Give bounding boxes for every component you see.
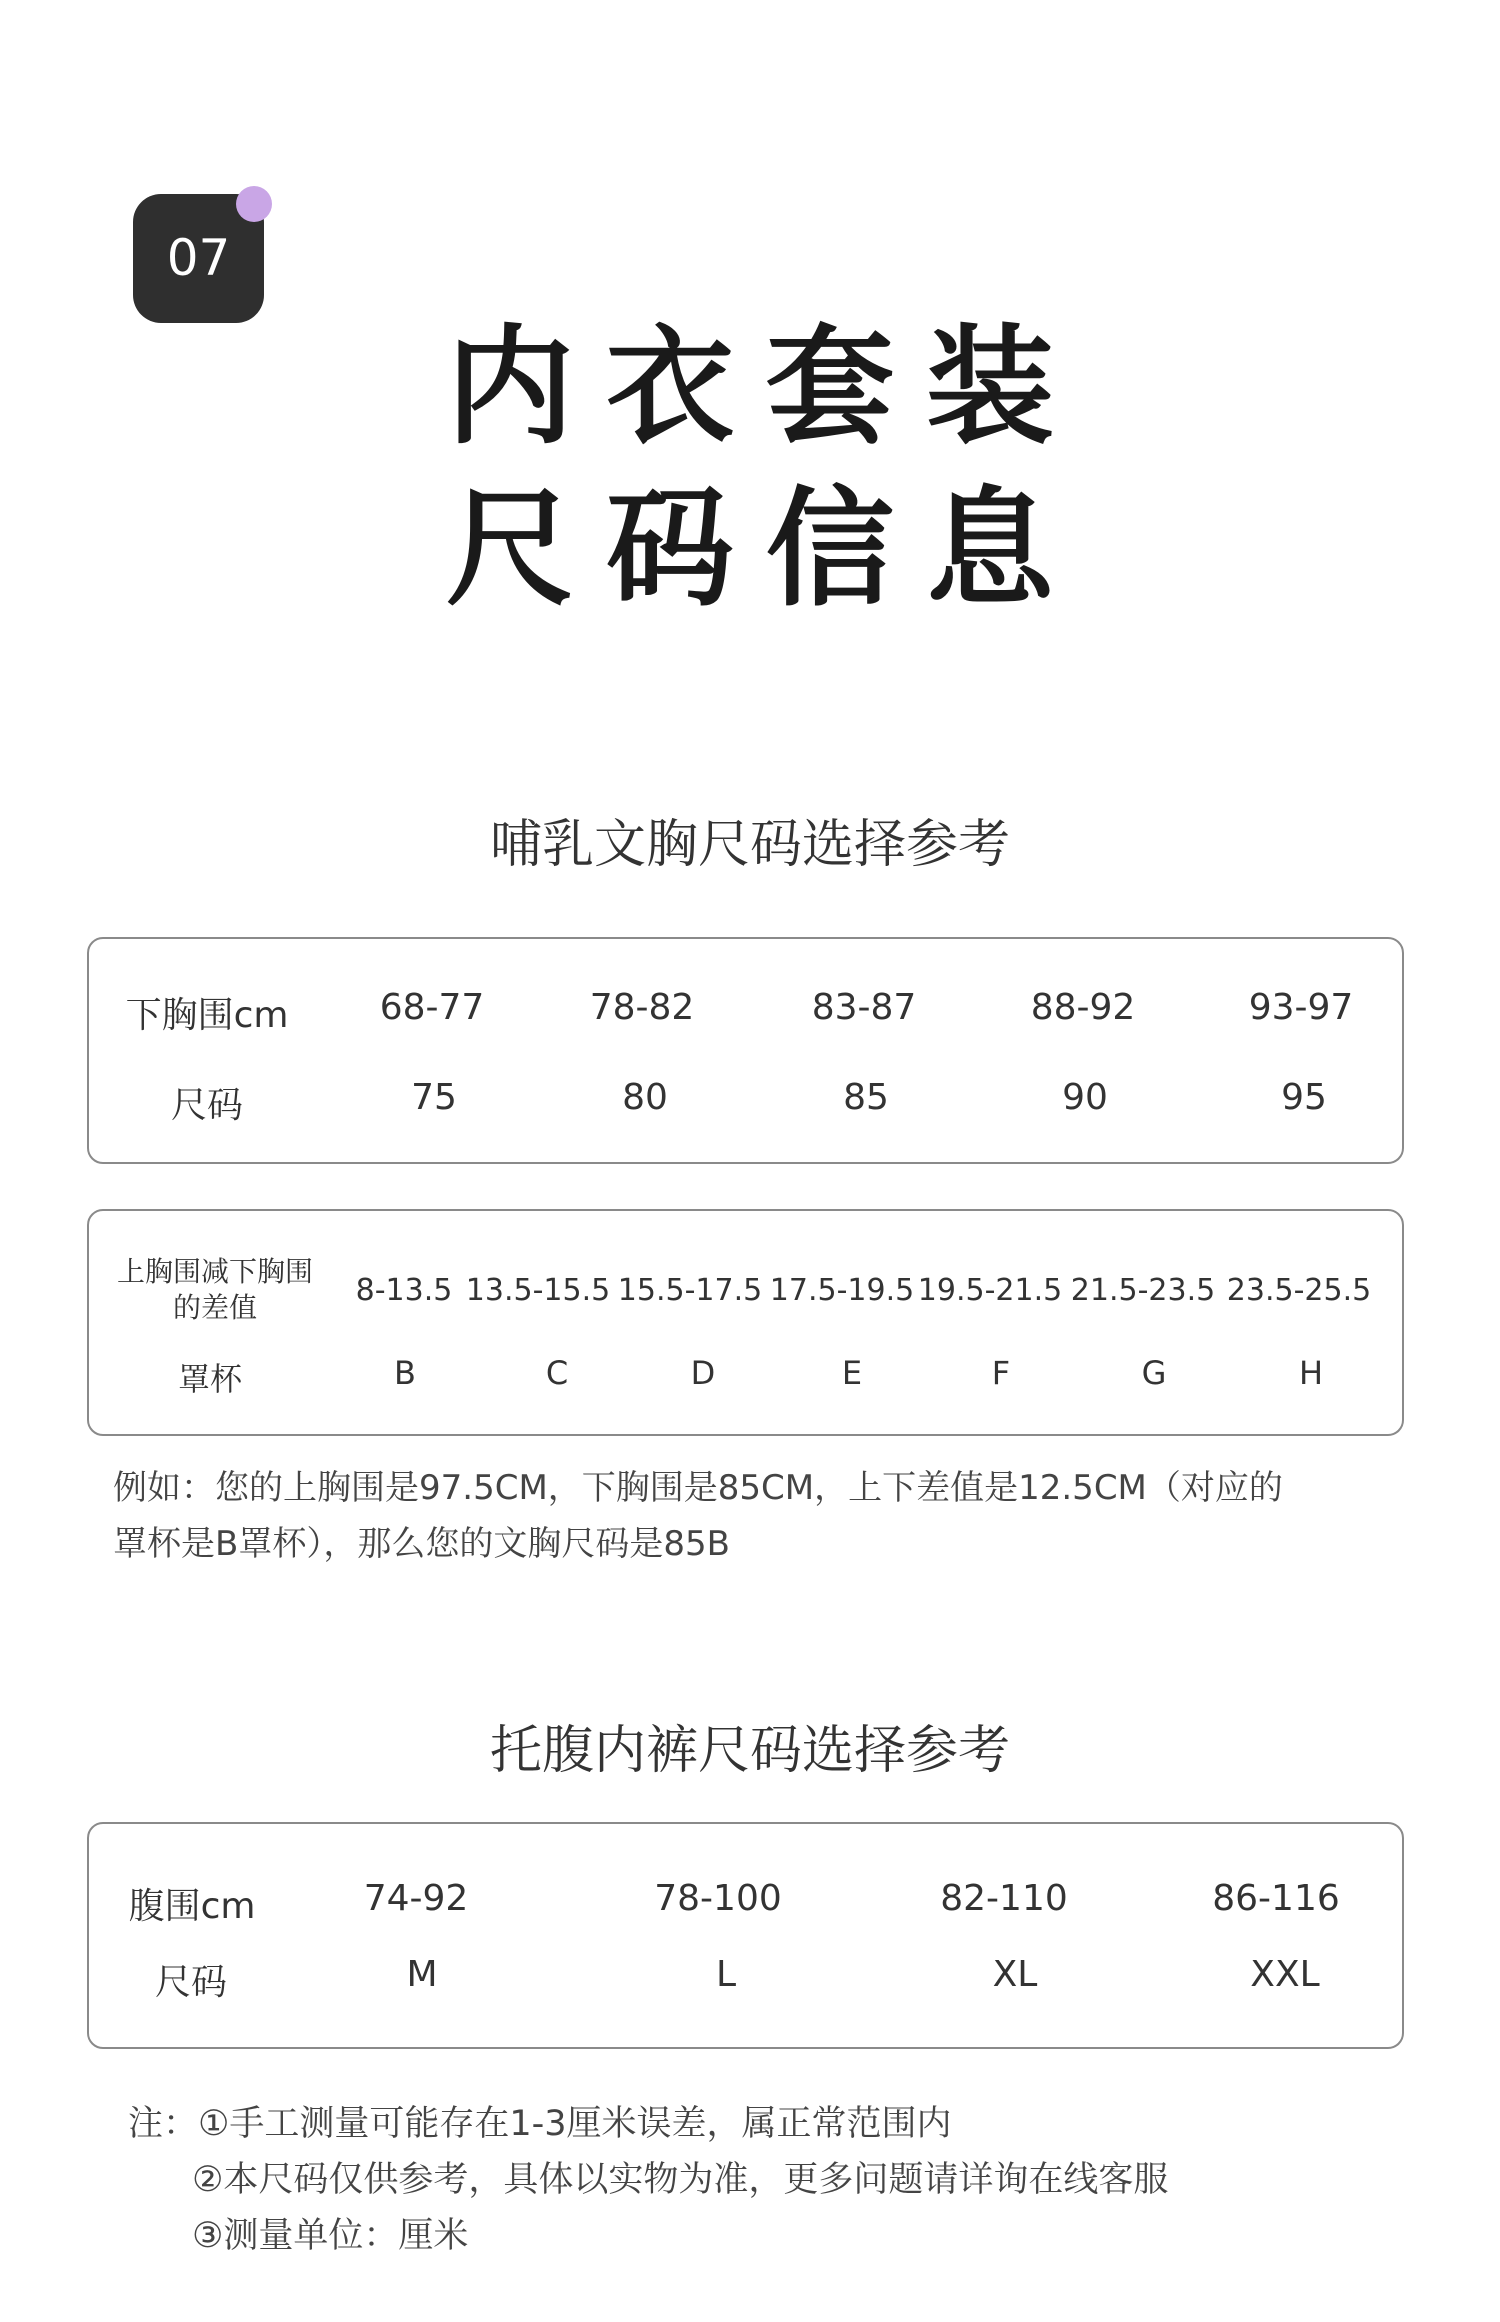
cup-size-cell: F [991, 1354, 1011, 1392]
waist-value-cell: 74-92 [363, 1878, 469, 1919]
panty-section-title: 托腹内裤尺码选择参考 [489, 1721, 1010, 1781]
cup-diff-cell: 21.5-23.5 [1070, 1273, 1216, 1308]
waist-value-cell: 78-100 [654, 1878, 782, 1919]
bra-band-size-table [87, 937, 1404, 1164]
cup-diff-cell: 23.5-25.5 [1226, 1273, 1372, 1308]
waist-value-cell: 86-116 [1212, 1878, 1340, 1919]
cup-size-label: 罩杯 [177, 1360, 243, 1398]
panty-size-cell: L [715, 1954, 737, 1995]
cup-diff-label-line1: 上胸围减下胸围 [116, 1255, 314, 1288]
note-line1: 注：①手工测量可能存在1-3厘米误差，属正常范围内 [128, 2104, 952, 2144]
panty-size-table [87, 1822, 1404, 2049]
cup-diff-cell: 13.5-15.5 [465, 1273, 611, 1308]
band-row-label: 下胸围cm [125, 995, 289, 1036]
panty-size-cell: XL [992, 1954, 1038, 1995]
bra-section-title: 哺乳文胸尺码选择参考 [489, 815, 1010, 875]
band-size-cell: 85 [843, 1077, 889, 1118]
note-line2: ②本尺码仅供参考，具体以实物为准，更多问题请详询在线客服 [192, 2160, 1169, 2200]
panty-size-cell: XXL [1250, 1954, 1320, 1995]
cup-size-cell: D [690, 1354, 716, 1392]
band-size-cell: 75 [411, 1077, 457, 1118]
band-value-cell: 88-92 [1030, 987, 1136, 1028]
band-value-cell: 93-97 [1248, 987, 1354, 1028]
band-value-cell: 83-87 [811, 987, 917, 1028]
cup-diff-label-line2: 的差值 [172, 1291, 258, 1324]
waist-row-label: 腹围cm [128, 1886, 256, 1927]
bra-cup-size-table [87, 1209, 1404, 1436]
bra-example-line1: 例如：您的上胸围是97.5CM，下胸围是85CM，上下差值是12.5CM（对应的 [113, 1468, 1283, 1508]
panty-size-cell: M [406, 1954, 438, 1995]
cup-size-cell: C [545, 1354, 569, 1392]
badge-dot-decoration [236, 186, 272, 222]
waist-value-cell: 82-110 [940, 1878, 1068, 1919]
page-title-line2: 尺码信息 [445, 475, 1086, 624]
band-value-cell: 68-77 [379, 987, 485, 1028]
section-number: 07 [166, 229, 231, 287]
cup-diff-cell: 19.5-21.5 [917, 1273, 1063, 1308]
bra-example-line2: 罩杯是B罩杯），那么您的文胸尺码是85B [113, 1524, 730, 1564]
band-size-cell: 95 [1281, 1077, 1327, 1118]
panty-size-label: 尺码 [154, 1962, 228, 2003]
cup-size-cell: E [841, 1354, 863, 1392]
note-line3: ③测量单位：厘米 [192, 2216, 469, 2256]
band-size-cell: 90 [1062, 1077, 1108, 1118]
cup-size-cell: B [394, 1354, 416, 1392]
cup-diff-cell: 17.5-19.5 [769, 1273, 915, 1308]
band-value-cell: 78-82 [589, 987, 695, 1028]
cup-size-cell: H [1298, 1354, 1324, 1392]
band-size-label: 尺码 [170, 1085, 244, 1126]
band-size-cell: 80 [622, 1077, 668, 1118]
cup-diff-cell: 15.5-17.5 [617, 1273, 763, 1308]
cup-size-cell: G [1141, 1354, 1167, 1392]
cup-diff-cell: 8-13.5 [355, 1273, 453, 1308]
page-title-line1: 内衣套装 [445, 313, 1086, 462]
